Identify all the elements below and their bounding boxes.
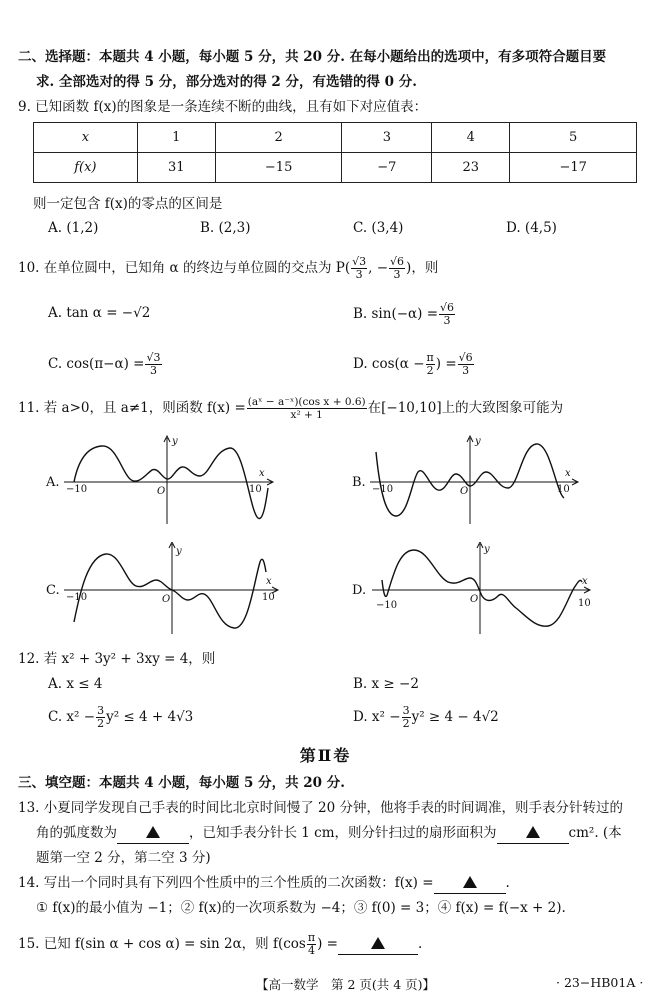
q10-stem-post: )，则 [406,260,439,276]
table-cell: 4 [432,123,510,153]
q10-optc-pre: C. cos(π−α) = [48,356,145,372]
right-bound-label: 10 [578,598,591,609]
q10-optb-pre: B. sin(−α) = [353,306,439,322]
q10-option-a: A. tan α = −√2 [48,305,151,321]
footer-page-info: 【高一数学 第 2 页(共 4 页)】 [256,977,436,992]
q9-option-d: D. (4,5) [506,220,557,236]
q10-optd-num: √6 [458,351,473,364]
q10-optb-frac [439,302,455,327]
q14-line1 [18,873,510,894]
table-cell: 5 [510,123,637,153]
graph-option-label: D. [352,583,367,598]
q13-answer-blank-2[interactable] [497,823,569,844]
table-row [34,123,637,153]
q11-graph-a [44,432,284,532]
table-cell: 23 [432,153,510,183]
origin-label: O [460,486,469,497]
q10-frac2-den: 3 [393,268,401,281]
section2-heading-line2: 求. 全部选对的得 5 分，部分选对的得 2 分，有选错的得 0 分. [36,74,417,90]
footer-code: · 23−HB01A · [556,975,644,990]
table-cell: 3 [342,123,432,153]
q12-optd-den: 2 [402,717,410,730]
q12-optd-frac [402,705,411,730]
left-bound-label: −10 [66,592,88,603]
q11-curve-c [74,554,266,628]
table-cell: −7 [342,153,432,183]
q10-optd-mid: ) = [435,356,457,372]
graph-option-label: B. [352,475,366,490]
q11-function-frac [247,396,367,421]
q12-optc-frac [96,705,105,730]
q15-pden: 4 [307,944,315,957]
right-bound-label: 10 [557,484,570,495]
q13-line2 [36,823,622,844]
q15-end: . [417,936,423,952]
q11-frac-den: x² + 1 [290,409,323,421]
left-bound-label: −10 [66,484,88,495]
q11-stem-post: 在[−10,10]上的大致图象可能为 [367,400,564,416]
q10-optd-pden: 2 [426,364,434,377]
y-axis-label: y [484,544,490,555]
triangle-icon [463,876,477,888]
q13-line1: 13. 小夏同学发现自己手表的时间比北京时间慢了 20 分钟，他将手表的时间调准，则手表分针转过的 [18,800,624,816]
origin-label: O [157,486,166,497]
triangle-icon [146,826,160,838]
q11-stem [18,396,563,421]
graph-option-label: A. [46,475,60,490]
q9-value-table [33,122,637,183]
q11-stem-pre: 11. 若 a>0，且 a≠1，则函数 f(x) = [18,400,246,416]
q9-option-a: A. (1,2) [48,220,99,236]
q13-line3: 题第一空 2 分，第二空 3 分) [36,850,211,866]
q9-ask: 则一定包含 f(x)的零点的区间是 [33,196,223,212]
q10-frac-2 [389,256,405,281]
q10-optb-den: 3 [443,314,451,327]
q9-option-b: B. (2,3) [200,220,251,236]
y-axis-label: y [176,546,182,557]
q15-post: ) = [317,936,338,952]
q13-line2-pre: 角的弧度数为 [36,825,117,841]
origin-label: O [470,594,479,605]
q13-line2-mid: ，已知手表分针长 1 cm，则分针扫过的扇形面积为 [189,825,497,841]
q12-optc-pre: C. x² − [48,709,96,725]
q13-line2-post: cm². (本 [568,825,622,841]
triangle-icon [371,937,385,949]
q13-answer-blank-1[interactable] [117,823,189,844]
q14-line1-post: . [505,875,510,891]
q11-frac-num: (aˣ − a⁻ˣ)(cos x + 0.6) [247,396,366,408]
q10-frac1-num: √3 [352,255,367,268]
table-cell: x [34,123,138,153]
q10-optc-den: 3 [149,364,157,377]
part2-title: 第Ⅱ卷 [299,746,352,765]
q15-answer-blank[interactable] [338,934,418,955]
q10-stem-pre: 10. 在单位圆中，已知角 α 的终边与单位圆的交点为 P( [18,260,351,276]
q12-optd-pre: D. x² − [353,709,401,725]
q10-optd-den: 3 [462,364,470,377]
q10-sep: , − [368,260,389,276]
q10-optd-frac [458,352,474,377]
y-axis-label: y [475,436,481,447]
q15-pnum: π [307,931,316,944]
x-axis-label: x [266,576,272,587]
q14-answer-blank[interactable] [434,873,506,894]
q10-optb-num: √6 [440,301,455,314]
q9-stem: 9. 已知函数 f(x)的图象是一条连续不断的曲线，且有如下对应值表： [18,99,428,115]
q10-optc-frac [145,352,161,377]
q12-optc-post: y² ≤ 4 + 4√3 [106,709,194,725]
q14-line2: ① f(x)的最小值为 −1；② f(x)的一次项系数为 −4；③ f(0) = 3；④ f(x) = f(−x + 2). [36,900,566,916]
q10-frac1-den: 3 [355,268,363,281]
q10-option-c [48,352,163,377]
y-axis-label: y [172,436,178,447]
table-cell: 2 [215,123,342,153]
q10-option-b [353,302,456,327]
q10-option-d [353,352,475,377]
q10-stem [18,256,438,281]
x-axis-label: x [259,468,265,479]
q15-pi-frac [307,932,316,957]
x-axis-label: x [582,576,588,587]
section3-heading: 三、填空题：本题共 4 小题，每小题 5 分，共 20 分. [18,775,345,791]
q12-option-d [353,705,499,730]
section2-heading-line1: 二、选择题：本题共 4 小题，每小题 5 分，共 20 分. 在每小题给出的选项中，有多项符合题目要 [18,49,607,65]
origin-label: O [162,594,171,605]
q12-option-a: A. x ≤ 4 [48,676,103,692]
q10-frac2-num: √6 [390,255,405,268]
q10-optd-pnum: π [426,351,434,364]
q15-stem [18,932,422,957]
right-bound-label: 10 [249,484,262,495]
q11-graph-d [352,542,602,642]
x-axis-label: x [565,468,571,479]
q11-curve-d [382,550,582,626]
q10-optd-pre: D. cos(α − [353,356,425,372]
q12-optd-post: y² ≥ 4 − 4√2 [411,709,499,725]
table-cell: −17 [510,153,637,183]
graph-option-label: C. [46,583,60,598]
q12-option-b: B. x ≥ −2 [353,676,419,692]
q10-optc-num: √3 [146,351,161,364]
q12-stem: 12. 若 x² + 3y² + 3xy = 4，则 [18,651,216,667]
q12-option-c [48,705,193,730]
q14-line1-pre: 14. 写出一个同时具有下列四个性质中的三个性质的二次函数：f(x) = [18,875,434,891]
q15-pre: 15. 已知 f(sin α + cos α) = sin 2α，则 f(cos [18,936,306,952]
q12-optc-num: 3 [97,704,105,717]
q10-frac-1 [351,256,367,281]
q10-optd-pi-frac [426,352,435,377]
q9-option-c: C. (3,4) [353,220,404,236]
q11-graph-c [44,542,284,642]
table-cell: f(x) [34,153,138,183]
triangle-icon [526,826,540,838]
table-cell: 31 [137,153,215,183]
table-row [34,153,637,183]
q12-optc-den: 2 [97,717,105,730]
left-bound-label: −10 [372,484,394,495]
q11-graph-b [352,432,592,532]
left-bound-label: −10 [376,600,398,611]
right-bound-label: 10 [262,592,275,603]
q12-optd-num: 3 [402,704,410,717]
table-cell: −15 [215,153,342,183]
table-cell: 1 [137,123,215,153]
